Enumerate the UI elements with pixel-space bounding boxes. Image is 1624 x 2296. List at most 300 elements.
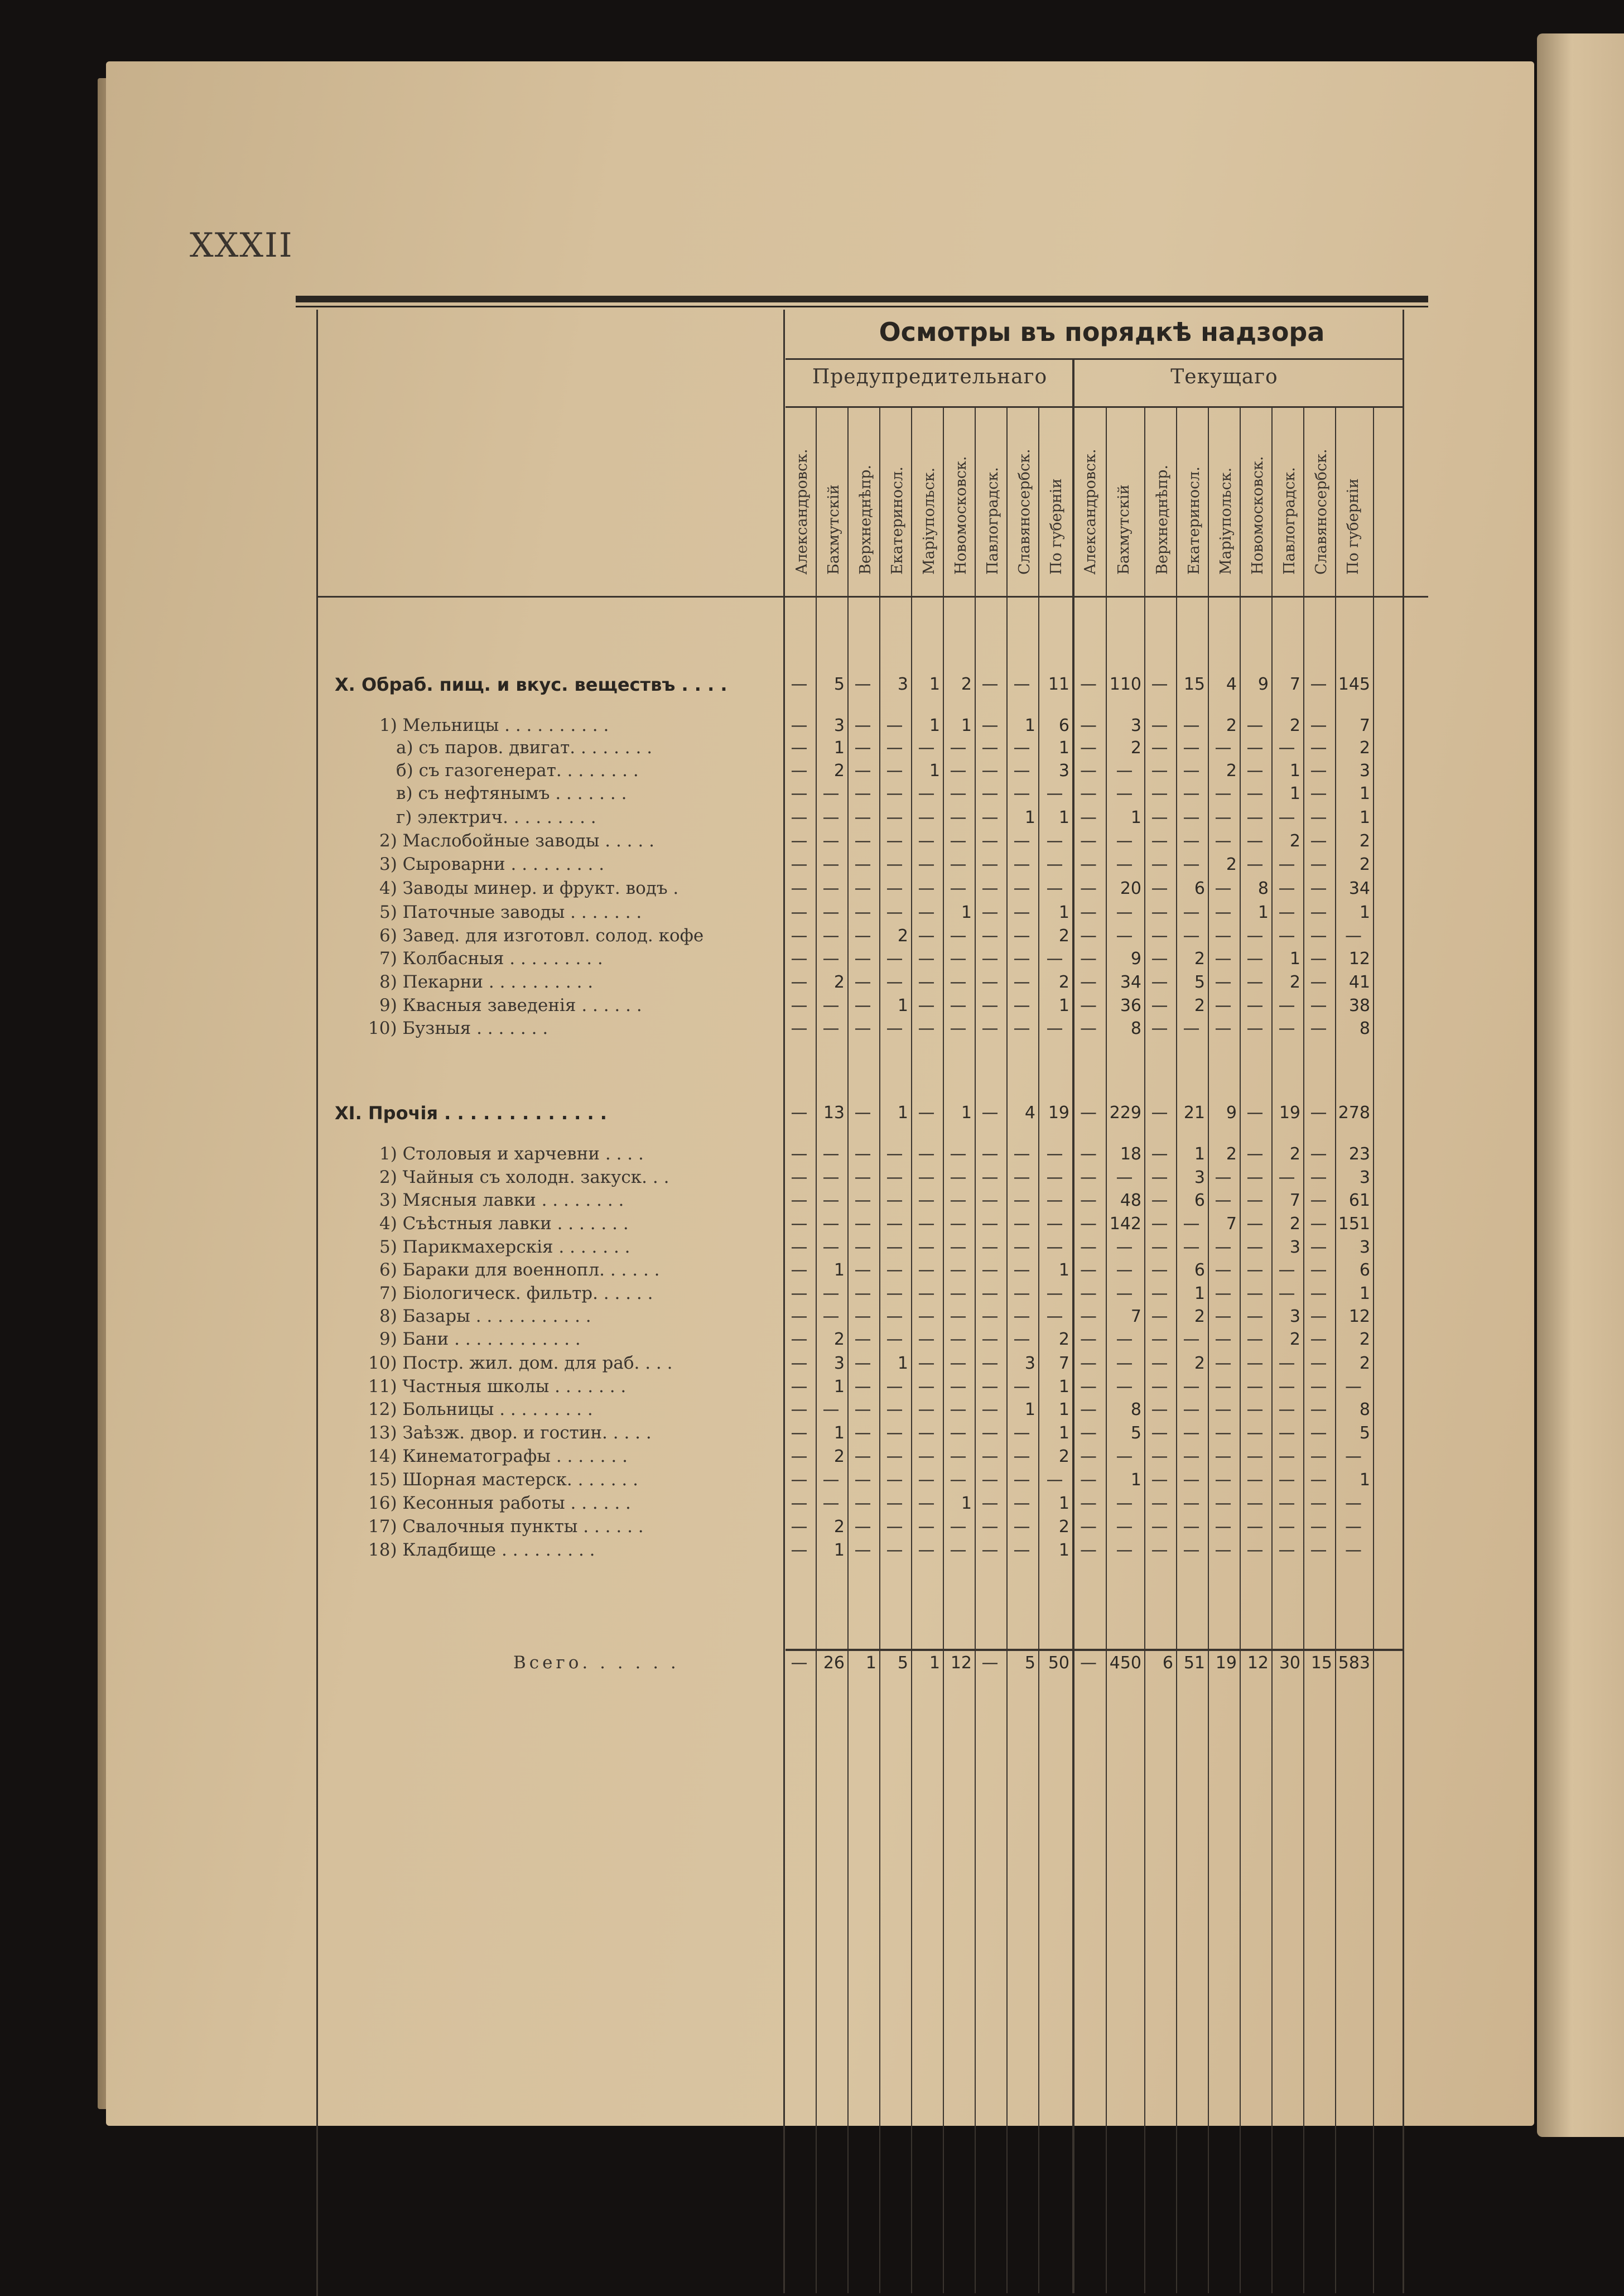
table-cell: — [918,1330,935,1349]
table-cell: 19 [1279,1103,1300,1123]
table-cell: — [1151,855,1168,874]
table-cell: — [1080,716,1097,735]
table-cell: — [1013,926,1030,946]
table-cell: — [1345,926,1362,946]
table-cell: — [854,1019,871,1038]
table-cell: — [1246,1019,1264,1038]
table-cell: — [822,1400,840,1419]
table-cell: — [1310,1191,1327,1210]
table-cell: — [1151,1168,1168,1187]
table-cell: — [1080,1019,1097,1038]
column-header [1273,413,1304,580]
table-cell: — [1310,675,1327,694]
table-cell: — [1013,973,1030,992]
table-cell: — [1013,1330,1030,1349]
table-cell: — [1246,1191,1264,1210]
table-cell: — [981,973,999,992]
table-cell: 36 [1120,996,1141,1015]
table-cell: 3 [1194,1168,1205,1187]
table-cell: — [918,903,935,922]
table-cell: — [918,1103,935,1123]
table-cell: — [918,831,935,851]
table-cell: — [1278,926,1295,946]
table-cell: 2 [833,761,845,781]
table-cell: — [1013,1517,1030,1537]
table-cell: — [950,808,967,827]
table-cell: — [1080,1168,1097,1187]
table-cell: — [1183,1238,1200,1257]
table-cell: 3 [897,675,908,694]
table-cell: — [1183,784,1200,803]
table-cell: — [950,973,967,992]
row-label: 2) Чайныя съ холодн. закуск. . . [379,1167,669,1187]
table-cell: — [918,1144,935,1164]
table-cell: 3 [1359,1168,1370,1187]
table-cell: — [1246,1377,1264,1397]
table-cell: — [886,1423,903,1443]
table-cell: 2 [1226,855,1237,874]
table-cell: — [981,1284,999,1303]
table-cell: 1 [1024,1400,1035,1419]
table-cell: 2 [1226,716,1237,735]
table-cell: 1 [961,716,972,735]
table-cell: 3 [833,716,845,735]
table-cell: — [1080,1191,1097,1210]
column-header-label: Павлоградск. [1281,467,1298,575]
table-cell: — [950,1400,967,1419]
table-cell: — [918,1284,935,1303]
table-cell: — [886,1517,903,1537]
table-cell: — [981,1103,999,1123]
table-cell: — [1246,1168,1264,1187]
table-cell: — [1310,738,1327,758]
table-cell: — [1246,1214,1264,1234]
table-cell: — [950,1191,967,1210]
table-cell: — [1151,1470,1168,1490]
table-cell: — [1116,1238,1133,1257]
row-label: 4) Съѣстныя лавки . . . . . . . [379,1214,629,1234]
column-header-label: Славяносербск. [1313,449,1330,575]
table-cell: — [1080,1377,1097,1397]
table-cell: — [1151,1541,1168,1560]
table-cell: — [791,1307,808,1326]
table-cell: 3 [1024,1354,1035,1373]
col-divider [1208,406,1209,2293]
table-cell: — [1151,949,1168,969]
table-cell: — [1183,1330,1200,1349]
table-cell: 1 [1058,996,1069,1015]
table-cell: — [1151,1019,1168,1038]
table-cell: 12 [1348,1307,1370,1326]
table-cell: — [1151,1284,1168,1303]
table-cell: — [1310,761,1327,781]
table-cell: 2 [1359,831,1370,851]
table-cell: 6 [1194,1260,1205,1280]
table-cell: 15 [1310,1653,1332,1673]
table-cell: — [981,1470,999,1490]
table-cell: — [1013,1260,1030,1280]
col-divider [1038,406,1039,2293]
table-cell: — [791,1214,808,1234]
table-cell: 2 [1058,1330,1069,1349]
table-cell: — [791,996,808,1015]
table-cell: — [1310,1517,1327,1537]
table-cell: — [950,738,967,758]
table-cell: — [1080,738,1097,758]
table-cell: — [854,1144,871,1164]
table-cell: — [886,1214,903,1234]
column-header [1146,413,1177,580]
table-cell: — [1151,831,1168,851]
table-cell: — [1278,1470,1295,1490]
table-cell: 2 [1289,973,1300,992]
table-cell: — [1246,926,1264,946]
table-cell: — [1345,1541,1362,1560]
table-cell: — [1151,996,1168,1015]
table-cell: — [822,926,840,946]
table-cell: — [1013,1168,1030,1187]
col-divider [1144,406,1145,2293]
table-cell: — [854,808,871,827]
table-cell: — [981,1260,999,1280]
column-header-label: Бахмутскій [1115,484,1133,575]
table-cell: 2 [1194,949,1205,969]
table-cell: 2 [1058,1517,1069,1537]
table-cell: — [1310,949,1327,969]
table-cell: — [1183,738,1200,758]
table-cell: 13 [823,1103,845,1123]
table-cell: 2 [1194,1354,1205,1373]
table-cell: — [1310,1019,1327,1038]
table-cell: 583 [1338,1653,1370,1673]
table-cell: — [918,1541,935,1560]
table-cell: — [1246,716,1264,735]
table-cell: 2 [1226,761,1237,781]
table-cell: — [1080,1144,1097,1164]
table-cell: — [1013,1284,1030,1303]
table-cell: — [1215,738,1232,758]
table-cell: — [1046,1168,1063,1187]
table-cell: 1 [1289,784,1300,803]
table-cell: — [886,855,903,874]
table-cell: — [918,926,935,946]
table-cell: — [791,879,808,898]
table-cell: — [1151,784,1168,803]
table-cell: — [1151,1144,1168,1164]
col-divider [1240,406,1241,2293]
row-label: 13) Заѣзж. двор. и гостин. . . . . [368,1423,652,1443]
table-cell: — [1215,1377,1232,1397]
table-cell: 1 [1289,761,1300,781]
table-cell: — [1246,1541,1264,1560]
table-cell: 1 [833,738,845,758]
table-cell: 61 [1348,1191,1370,1210]
table-cell: — [1310,1400,1327,1419]
table-cell: — [981,1354,999,1373]
header-rule-bottom [316,596,1428,598]
table-cell: — [1246,1144,1264,1164]
row-label: 15) Шорная мастерск. . . . . . . [368,1470,638,1490]
table-cell: 1 [1058,808,1069,827]
table-cell: — [981,808,999,827]
table-cell: — [1046,1238,1063,1257]
table-cell: — [1183,1517,1200,1537]
table-cell: 51 [1183,1653,1205,1673]
row-label: 3) Мясныя лавки . . . . . . . . [379,1190,624,1210]
table-cell: 3 [1130,716,1141,735]
column-header-label: Александровск. [1082,449,1099,575]
table-cell: — [1046,784,1063,803]
table-cell: — [918,996,935,1015]
table-cell: — [822,949,840,969]
table-cell: — [791,1168,808,1187]
table-cell: — [1013,1191,1030,1210]
row-label: 6) Завед. для изготовл. солод. кофе [379,926,704,946]
col-divider [1335,406,1336,2293]
table-cell: — [1246,1284,1264,1303]
table-cell: — [1278,855,1295,874]
column-header [1008,413,1039,580]
table-cell: — [1080,808,1097,827]
column-header-label: Новомосковск. [1249,456,1266,575]
table-cell: 7 [1058,1354,1069,1373]
table-cell: 5 [1024,1653,1035,1673]
table-cell: — [1151,879,1168,898]
table-cell: — [1183,716,1200,735]
total-label: Всего. . . . . . [513,1653,680,1673]
table-cell: — [1151,1517,1168,1537]
table-cell: — [1151,675,1168,694]
table-cell: — [1310,831,1327,851]
table-cell: — [1013,1447,1030,1466]
table-cell: — [854,716,871,735]
table-cell: — [886,784,903,803]
row-label: 11) Частныя школы . . . . . . . [368,1376,627,1397]
table-cell: — [1215,926,1232,946]
table-cell: — [1215,1307,1232,1326]
table-cell: 21 [1183,1103,1205,1123]
table-cell: 1 [1058,903,1069,922]
table-cell: — [1013,1377,1030,1397]
table-cell: 1 [1194,1284,1205,1303]
table-cell: 151 [1338,1214,1370,1234]
table-cell: — [791,675,808,694]
table-cell: 2 [1289,1214,1300,1234]
table-cell: — [950,784,967,803]
table-cell: — [1116,1377,1133,1397]
table-cell: — [918,808,935,827]
row-label: 8) Базары . . . . . . . . . . . [379,1306,591,1326]
table-cell: — [1215,1284,1232,1303]
table-cell: — [1215,879,1232,898]
table-cell: 1 [1058,738,1069,758]
table-cell: — [1310,996,1327,1015]
table-cell: — [1310,1354,1327,1373]
table-cell: — [854,1400,871,1419]
table-cell: — [1215,973,1232,992]
col-divider [911,406,912,2293]
page-number: XXXII [190,226,293,265]
table-cell: — [1080,1260,1097,1280]
total-rule [786,1649,1403,1651]
table-cell: — [854,996,871,1015]
row-label: 7) Колбасныя . . . . . . . . . [379,949,603,969]
table-cell: — [1013,761,1030,781]
table-cell: — [950,831,967,851]
table-cell: — [1278,1354,1295,1373]
table-cell: — [1013,784,1030,803]
row-label: 2) Маслобойные заводы . . . . . [379,831,654,851]
table-cell: 12 [1247,1653,1269,1673]
table-cell: — [886,949,903,969]
table-cell: 1 [1359,1470,1370,1490]
table-cell: — [1116,855,1133,874]
table-cell: — [981,1423,999,1443]
table-cell: — [1310,1168,1327,1187]
table-cell: — [791,1103,808,1123]
table-cell: — [886,1168,903,1187]
table-cell: — [1246,761,1264,781]
column-header [1040,413,1071,580]
table-cell: — [1310,1494,1327,1513]
table-cell: — [1215,1541,1232,1560]
table-cell: — [791,949,808,969]
table-cell: 9 [1257,675,1269,694]
row-label: 17) Свалочныя пункты . . . . . . [368,1517,644,1537]
column-header-label: Верхнеднѣпр. [857,464,874,575]
table-cell: — [886,1284,903,1303]
table-cell: 3 [1359,1238,1370,1257]
table-cell: — [1310,1260,1327,1280]
table-cell: 2 [1058,1447,1069,1466]
table-cell: 34 [1120,973,1141,992]
column-header-label: Екатериносл. [1186,466,1203,575]
table-cell: — [1278,1541,1295,1560]
table-cell: — [822,1307,840,1326]
table-cell: — [1080,1354,1097,1373]
table-cell: — [1013,1423,1030,1443]
table-cell: — [1278,1019,1295,1038]
table-cell: — [791,1019,808,1038]
table-cell: 2 [1289,1144,1300,1164]
table-cell: — [1278,903,1295,922]
table-cell: — [791,926,808,946]
table-cell: — [791,1330,808,1349]
table-cell: — [950,1214,967,1234]
table-cell: — [1013,1541,1030,1560]
table-cell: 12 [950,1653,972,1673]
table-cell: 5 [897,1653,908,1673]
col-divider [1106,406,1107,2293]
table-cell: — [950,1238,967,1257]
table-cell: — [1013,855,1030,874]
table-cell: — [854,738,871,758]
table-cell: — [854,1260,871,1280]
table-cell: — [854,1103,871,1123]
table-cell: — [918,949,935,969]
row-label: б) съ газогенерат. . . . . . . . [396,760,639,781]
table-cell: — [950,996,967,1015]
col-divider [816,406,817,2293]
table-cell: — [950,879,967,898]
table-cell: — [1116,1494,1133,1513]
table-cell: — [791,1447,808,1466]
table-cell: — [1215,1168,1232,1187]
table-cell: — [822,784,840,803]
col-divider [975,406,976,2293]
column-header [1074,413,1105,580]
table-cell: 6 [1162,1653,1173,1673]
table-cell: — [822,1144,840,1164]
table-cell: 9 [1130,949,1141,969]
table-cell: 38 [1348,996,1370,1015]
table-cell: — [981,761,999,781]
row-label: 6) Бараки для военнопл. . . . . . [379,1260,660,1280]
col-divider [1303,406,1304,2293]
table-cell: — [1246,1354,1264,1373]
table-cell: — [1246,949,1264,969]
table-cell: — [1278,1494,1295,1513]
table-cell: 2 [1194,1307,1205,1326]
table-cell: — [918,1191,935,1210]
column-header-label: По губерніи [1048,478,1065,575]
table-cell: 1 [1359,903,1370,922]
table-cell: — [981,949,999,969]
column-header [1337,413,1368,580]
column-header [786,413,817,580]
table-cell: — [1215,1238,1232,1257]
table-cell: — [1183,1377,1200,1397]
table-cell: 7 [1289,1191,1300,1210]
table-cell: 4 [1024,1103,1035,1123]
table-cell: — [1246,855,1264,874]
table-cell: — [886,808,903,827]
table-cell: — [1183,903,1200,922]
table-cell: — [791,738,808,758]
table-cell: 2 [833,973,845,992]
table-cell: — [1080,784,1097,803]
table-cell: — [1151,1191,1168,1210]
row-label: 8) Пекарни . . . . . . . . . . [379,972,594,992]
table-cell: 15 [1183,675,1205,694]
table-cell: — [1278,1260,1295,1280]
table-cell: — [1013,903,1030,922]
row-label: 5) Паточные заводы . . . . . . . [379,902,642,922]
table-cell: — [1116,1354,1133,1373]
table-cell: — [1215,1354,1232,1373]
table-cell: 229 [1109,1103,1141,1123]
column-header-label: Верхнеднѣпр. [1154,464,1171,575]
table-cell: — [1183,761,1200,781]
table-cell: 41 [1348,973,1370,992]
table-cell: — [1246,1494,1264,1513]
column-header-label: Александровск. [793,449,811,575]
table-cell: — [854,1494,871,1513]
table-cell: 5 [1194,973,1205,992]
table-cell: 2 [1359,1354,1370,1373]
table-cell: — [950,761,967,781]
table-cell: — [854,1377,871,1397]
table-cell: — [1183,1447,1200,1466]
table-cell: 2 [1359,855,1370,874]
table-cell: — [981,1307,999,1326]
table-cell: 7 [1289,675,1300,694]
table-cell: — [918,784,935,803]
table-cell: — [854,1423,871,1443]
table-cell: — [981,738,999,758]
table-cell: — [1151,1400,1168,1419]
table-cell: 5 [1130,1423,1141,1443]
